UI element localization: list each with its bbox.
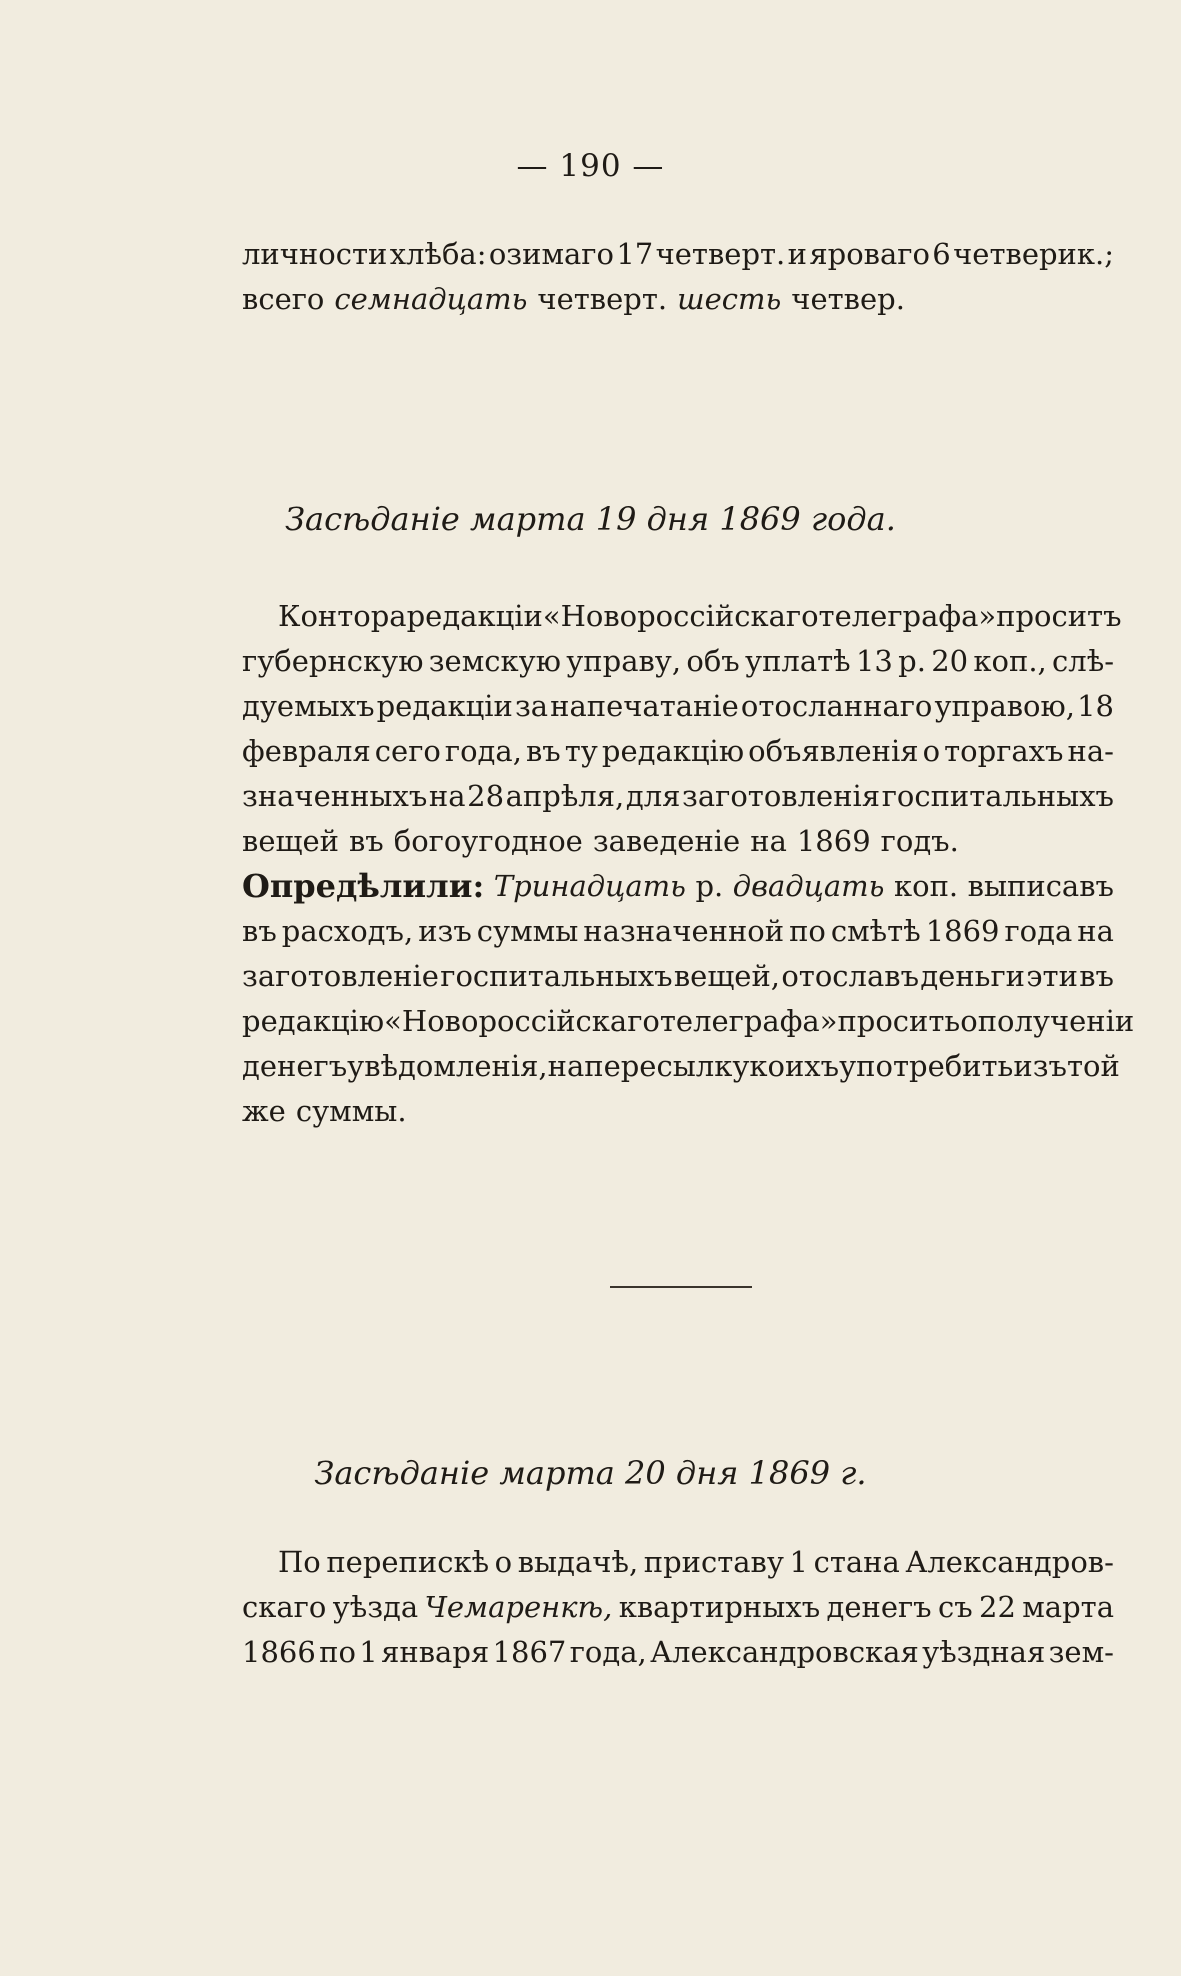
word: изъ xyxy=(1013,1049,1067,1083)
text-line xyxy=(242,1585,1114,1630)
word: по xyxy=(319,1635,356,1669)
word: объявленія xyxy=(748,734,919,768)
word: расходъ, xyxy=(281,914,414,948)
text-line xyxy=(242,1089,1114,1134)
word: двадцать xyxy=(732,869,885,903)
word: ту xyxy=(564,734,598,768)
word: для xyxy=(625,779,681,813)
word: коп., xyxy=(973,644,1047,678)
word: проситъ xyxy=(996,599,1122,633)
text-line xyxy=(242,1630,1114,1675)
word: денегъ xyxy=(826,1590,932,1624)
text-line xyxy=(242,639,1114,684)
word: управу, xyxy=(566,644,682,678)
word: напечатаніе xyxy=(550,689,739,723)
word: шесть xyxy=(677,282,782,316)
text-line xyxy=(242,999,1135,1044)
word: просить xyxy=(837,1004,961,1038)
word: выписавъ xyxy=(967,869,1114,903)
word: перепискѣ xyxy=(326,1545,490,1579)
word: телеграфа» xyxy=(659,1004,838,1038)
word: вещей xyxy=(242,824,339,858)
word: объ xyxy=(686,644,740,678)
word: о xyxy=(960,1004,978,1038)
paragraph-0 xyxy=(242,232,1114,322)
word: употребить xyxy=(839,1049,1014,1083)
word: марта xyxy=(1022,1590,1114,1624)
word: «Новороссійскаго xyxy=(384,1004,660,1038)
word: уѣздная xyxy=(922,1635,1046,1669)
word: уѣзда xyxy=(332,1590,419,1624)
word: коихъ xyxy=(749,1049,840,1083)
page-number: — 190 — xyxy=(516,148,665,184)
word: на xyxy=(1077,914,1114,948)
word: пересылку xyxy=(584,1049,750,1083)
word: суммы. xyxy=(295,1094,407,1128)
paragraph-1 xyxy=(242,594,1122,864)
word: 17 xyxy=(616,237,654,271)
word: семнадцать xyxy=(334,282,528,316)
word: въ xyxy=(242,914,277,948)
word: яроваго xyxy=(809,237,930,271)
word: По xyxy=(278,1545,321,1579)
session-heading-1: Засѣданіе марта 19 дня 1869 года. xyxy=(285,500,896,538)
word: четверт. xyxy=(537,282,668,316)
text-line xyxy=(242,1540,1114,1585)
word: р. xyxy=(898,644,926,678)
word: дуемыхъ xyxy=(242,689,375,723)
word: января xyxy=(381,1635,490,1669)
word: приставу xyxy=(643,1545,784,1579)
word: губернскую xyxy=(242,644,424,678)
word: эти xyxy=(1026,959,1078,993)
word: управою, xyxy=(934,689,1075,723)
word: р. xyxy=(695,869,724,903)
word: февраля xyxy=(242,734,371,768)
word: заведеніе xyxy=(592,824,741,858)
word: 1 xyxy=(359,1635,378,1669)
text-line xyxy=(242,774,1114,819)
text-line xyxy=(242,232,1114,277)
word: 1866 xyxy=(242,1635,316,1669)
word: отославъ xyxy=(781,959,920,993)
word: за xyxy=(514,689,549,723)
word: выдачѣ, xyxy=(517,1545,639,1579)
word: той xyxy=(1066,1049,1120,1083)
word: госпитальныхъ xyxy=(440,959,673,993)
word: увѣдомленія, xyxy=(347,1049,548,1083)
word: озимаго xyxy=(488,237,614,271)
text-line xyxy=(242,1044,1120,1089)
word: 1869 xyxy=(796,824,871,858)
word: торгахъ xyxy=(944,734,1064,768)
word: слѣ- xyxy=(1052,644,1114,678)
word: апрѣля, xyxy=(505,779,625,813)
word: 22 xyxy=(979,1590,1016,1624)
word: 13 xyxy=(855,644,893,678)
word: личности xyxy=(242,237,388,271)
word: 1 xyxy=(789,1545,808,1579)
word: госпитальныхъ xyxy=(881,779,1114,813)
word: Опредѣлили: xyxy=(242,867,485,905)
word: хлѣба: xyxy=(389,237,487,271)
word: въ xyxy=(525,734,561,768)
word: о xyxy=(494,1545,513,1579)
word: богоугодное xyxy=(393,824,583,858)
word: Александров- xyxy=(905,1545,1114,1579)
word: уплатѣ xyxy=(745,644,851,678)
word: на- xyxy=(1067,734,1114,768)
word: 6 xyxy=(932,237,951,271)
word: суммы xyxy=(476,914,579,948)
text-line xyxy=(242,594,1122,639)
word: на xyxy=(750,824,787,858)
paragraph-2 xyxy=(242,864,1135,1134)
word: четвер. xyxy=(791,282,905,316)
word: смѣтѣ xyxy=(830,914,921,948)
word: редакцію xyxy=(242,1004,385,1038)
word: редакціи xyxy=(376,689,513,723)
text-line xyxy=(242,909,1114,954)
word: 28 xyxy=(467,779,505,813)
session-heading-2: Засѣданіе марта 20 дня 1869 г. xyxy=(314,1454,867,1492)
word: и xyxy=(787,237,807,271)
word: Чемаренкѣ, xyxy=(424,1590,613,1624)
text-line xyxy=(242,864,1114,909)
word: редакціи xyxy=(406,599,543,633)
word: Александровская xyxy=(650,1635,919,1669)
word: назначенной xyxy=(583,914,785,948)
section-divider xyxy=(610,1286,752,1288)
word: года xyxy=(1004,914,1073,948)
word: по xyxy=(789,914,826,948)
word: стана xyxy=(813,1545,900,1579)
word: Контора xyxy=(278,599,407,633)
word: въ xyxy=(348,824,384,858)
word: 18 xyxy=(1077,689,1114,723)
word: четверик.; xyxy=(953,237,1114,271)
word: на xyxy=(547,1049,585,1083)
word: зем- xyxy=(1048,1635,1114,1669)
word: года, xyxy=(444,734,522,768)
word: годъ. xyxy=(880,824,959,858)
word: земскую xyxy=(428,644,561,678)
text-line xyxy=(242,684,1114,729)
word: на xyxy=(428,779,466,813)
word: редакцію xyxy=(601,734,745,768)
word: четверт. xyxy=(655,237,786,271)
text-line xyxy=(242,729,1114,774)
text-line xyxy=(242,277,1114,322)
word: въ xyxy=(1079,959,1114,993)
word: изъ xyxy=(418,914,472,948)
word: о xyxy=(922,734,941,768)
word: года, xyxy=(569,1635,647,1669)
word: сего xyxy=(374,734,441,768)
word: Тринадцать xyxy=(493,869,686,903)
word: деньги xyxy=(920,959,1025,993)
word: денегъ xyxy=(242,1049,348,1083)
word: телеграфа» xyxy=(818,599,997,633)
word: всего xyxy=(242,282,325,316)
word: вещей, xyxy=(673,959,781,993)
word: скаго xyxy=(242,1590,327,1624)
word: же xyxy=(242,1094,286,1128)
word: «Новороссійскаго xyxy=(542,599,819,633)
word: 1869 xyxy=(925,914,1000,948)
word: заготовленія xyxy=(682,779,881,813)
word: заготовленіе xyxy=(242,959,439,993)
word: 1867 xyxy=(492,1635,567,1669)
text-line xyxy=(242,819,1114,864)
word: 20 xyxy=(931,644,969,678)
text-line xyxy=(242,954,1114,999)
word: квартирныхъ xyxy=(618,1590,821,1624)
word: съ xyxy=(937,1590,973,1624)
word: коп. xyxy=(893,869,959,903)
word: отосланнаго xyxy=(740,689,933,723)
word: значенныхъ xyxy=(242,779,428,813)
paragraph-3 xyxy=(242,1540,1114,1675)
word: полученіи xyxy=(977,1004,1135,1038)
